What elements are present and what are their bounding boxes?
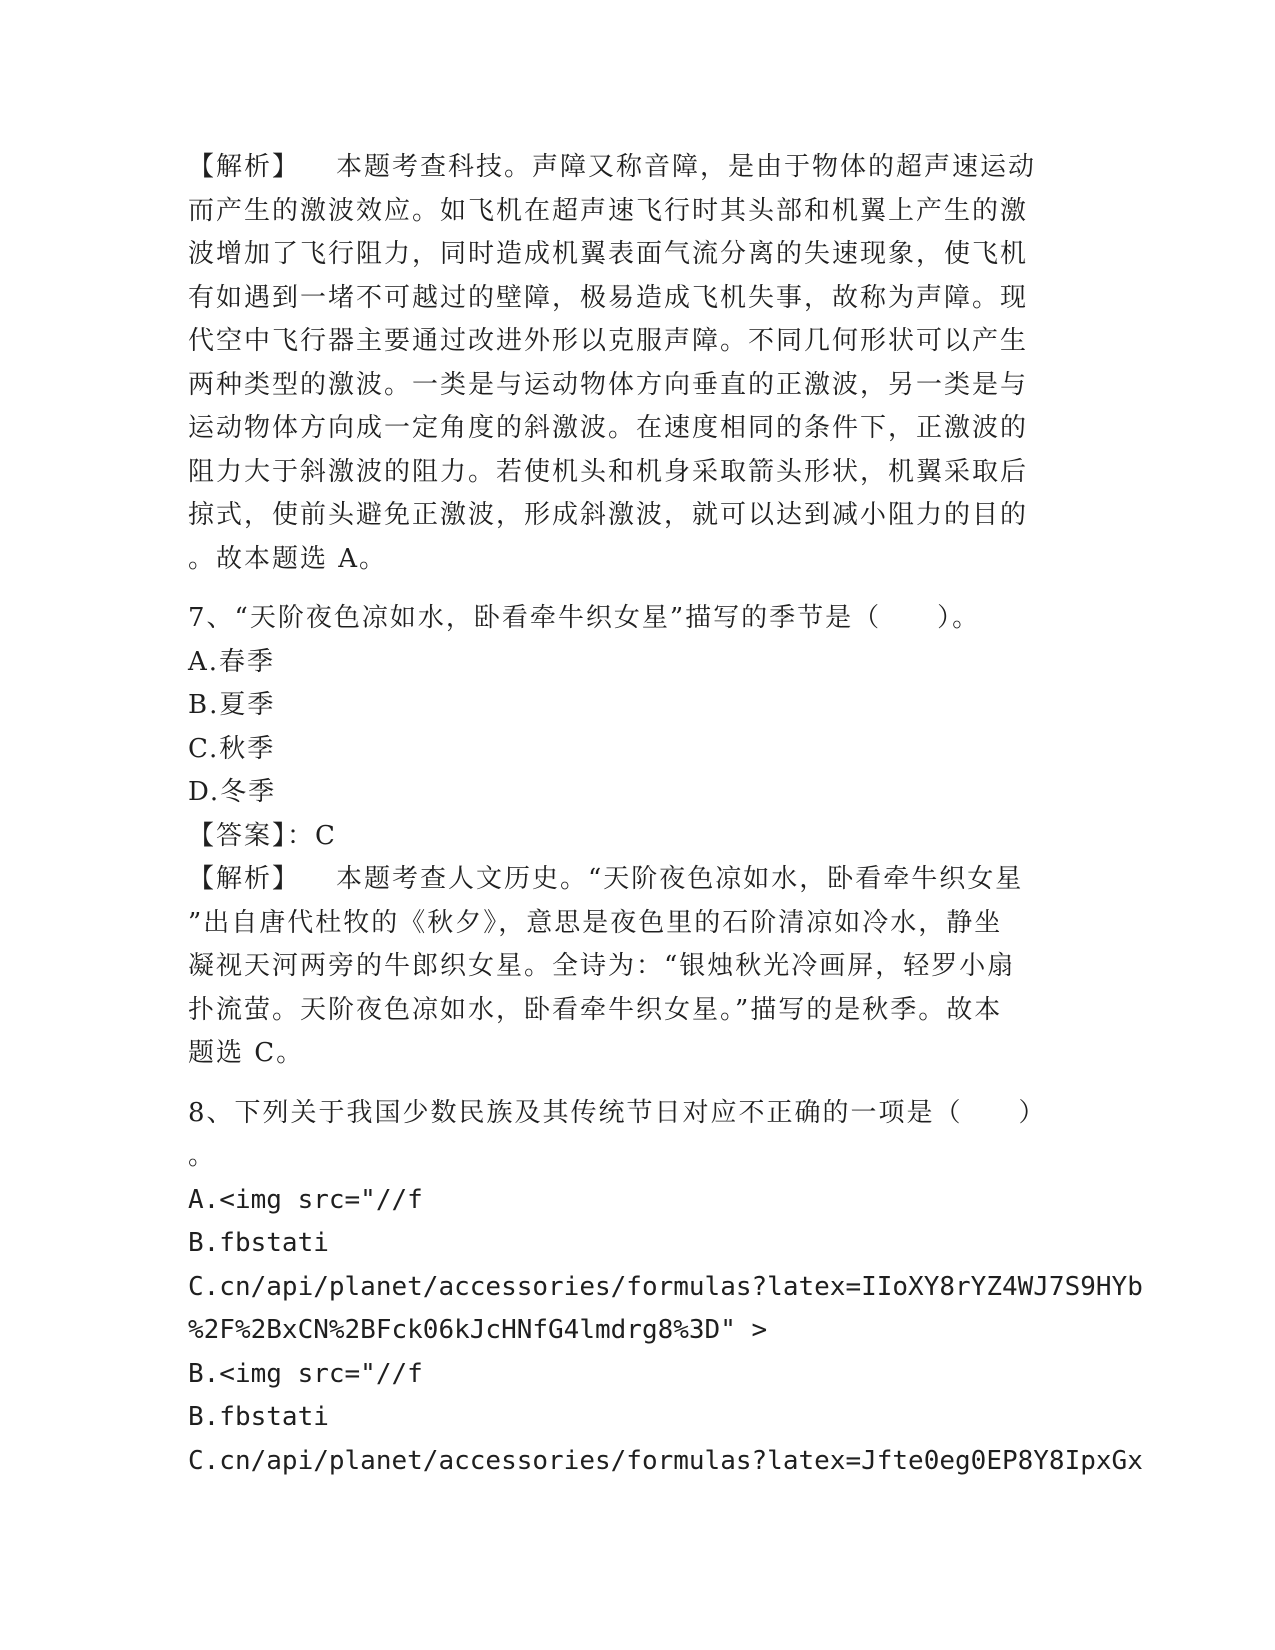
question-8-stem-line-2: 。 [188,1141,217,1171]
question-7-explanation-line-5: 题选 C。 [188,1038,305,1068]
explanation-6-line-2: 而产生的激波效应。如飞机在超声速飞行时其头部和机翼上产生的激 [188,195,1029,226]
explanation-6-line-3: 波增加了飞行阻力，同时造成机翼表面气流分离的失速现象，使飞机 [188,239,1029,269]
explanation-text: 本题考查科技。声障又称音障，是由于物体的超声速运动 [336,152,1037,182]
question-7-explanation-line-4: 扑流萤。天阶夜色凉如水，卧看牵牛织女星。”描写的是秋季。故本 [188,994,1003,1025]
explanation-label: 【解析】 [188,864,301,894]
spacer [188,1076,1088,1092]
question-7-option-b: B.夏季 [188,690,276,720]
question-7 [188,597,1088,1076]
question-7-answer: 【答案】：C [188,820,337,851]
question-7-option-d: D.冬季 [188,777,277,807]
question-8-line-1: A.<img src="//f [188,1184,423,1215]
question-8-line-6: B.fbstati [188,1402,329,1432]
explanation-6-line-1 [188,146,1088,190]
spacer [188,581,1088,597]
explanation-6-line-6: 两种类型的激波。一类是与运动物体方向垂直的正激波，另一类是与 [188,369,1029,400]
question-8-line-2: B.fbstati [188,1228,329,1258]
question-8-line-3: C.cn/api/planet/accessories/formulas?latex=IIoXY8rYZ4WJ7S9HYb [188,1271,1143,1302]
question-8-stem-line-1: 8、下列关于我国少数民族及其传统节日对应不正确的一项是（ ） [188,1097,1047,1128]
question-7-explanation-line-3: 凝视天河两旁的牛郎织女星。全诗为：“银烛秋光冷画屏，轻罗小扇 [188,951,1016,981]
question-7-explanation-line-2: ”出自唐代杜牧的《秋夕》，意思是夜色里的石阶清凉如冷水，静坐 [188,907,1003,938]
question-7-stem: 7、“天阶夜色凉如水，卧看牵牛织女星”描写的季节是（ ）。 [188,603,981,633]
question-8-line-7: C.cn/api/planet/accessories/formulas?latex=Jfte0eg0EP8Y8IpxGx [188,1445,1143,1476]
explanation-6-line-10: 。故本题选 A。 [188,543,388,574]
question-8-line-4: %2F%2BxCN%2BFck06kJcHNfG4lmdrg8%3D" > [188,1315,768,1345]
question-7-explanation-line-1 [188,858,1088,902]
explanation-label: 【解析】 [188,152,301,182]
question-7-option-c: C.秋季 [188,733,276,764]
explanation-text: 本题考查人文历史。“天阶夜色凉如水，卧看牵牛织女星 [336,864,1024,894]
explanation-6-line-5: 代空中飞行器主要通过改进外形以克服声障。不同几何形状可以产生 [188,326,1029,356]
question-8 [188,1092,1143,1484]
explanation-6-line-4: 有如遇到一堵不可越过的壁障，极易造成飞机失事，故称为声障。现 [188,282,1029,313]
explanation-6 [188,146,1088,581]
question-7-option-a: A.春季 [188,646,276,677]
document-content [188,146,1143,1483]
explanation-6-line-9: 掠式，使前头避免正激波，形成斜激波，就可以达到减小阻力的目的 [188,500,1029,530]
question-8-line-5: B.<img src="//f [188,1358,423,1389]
explanation-6-line-8: 阻力大于斜激波的阻力。若使机头和机身采取箭头形状，机翼采取后 [188,456,1029,487]
explanation-6-line-7: 运动物体方向成一定角度的斜激波。在速度相同的条件下，正激波的 [188,413,1029,443]
